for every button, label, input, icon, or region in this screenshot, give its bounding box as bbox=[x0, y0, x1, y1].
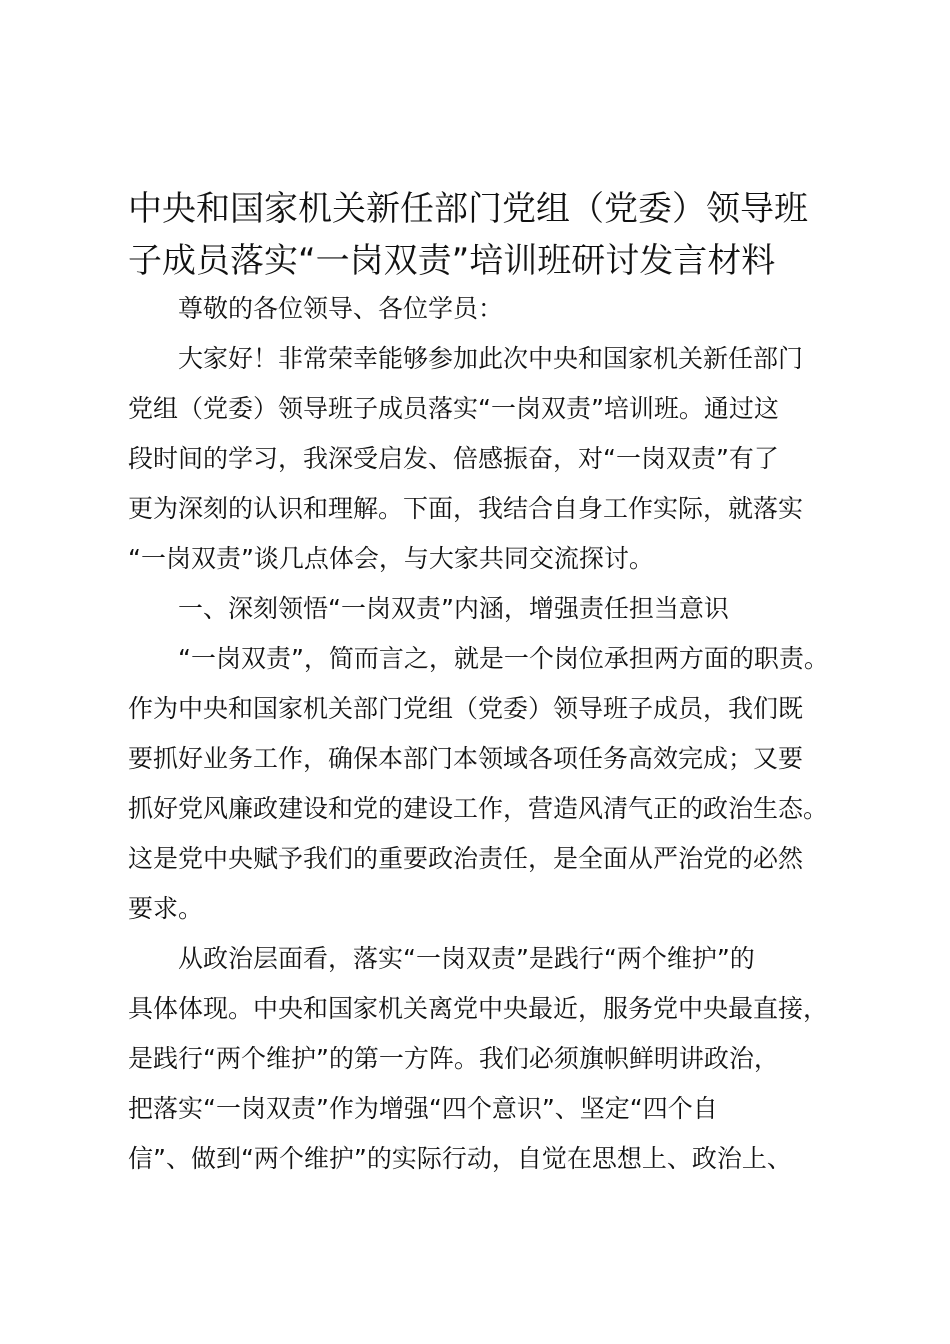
text-line: 段时间的学习，我深受启发、倍感振奋，对“一岗双责”有了 bbox=[128, 444, 779, 473]
text-line: 党组（党委）领导班子成员落实“一岗双责”培训班。通过这 bbox=[128, 394, 779, 423]
text-line: 一、深刻领悟“一岗双责”内涵，增强责任担当意识 bbox=[178, 594, 729, 623]
body-paragraph bbox=[128, 634, 848, 934]
title-line-1: 中央和国家机关新任部门党组（党委）领导班 bbox=[128, 189, 808, 229]
title-line-2: 子成员落实“一岗双责”培训班研讨发言材料 bbox=[128, 241, 776, 281]
document-body bbox=[128, 284, 848, 1184]
text-line: 作为中央和国家机关部门党组（党委）领导班子成员，我们既 bbox=[128, 694, 804, 723]
text-line: 把落实“一岗双责”作为增强“四个意识”、坚定“四个自 bbox=[128, 1094, 718, 1123]
salutation-paragraph bbox=[128, 284, 848, 334]
text-line: “一岗双责”谈几点体会，与大家共同交流探讨。 bbox=[128, 544, 654, 573]
text-line: 要求。 bbox=[128, 894, 204, 923]
text-line: 是践行“两个维护”的第一方阵。我们必须旗帜鲜明讲政治， bbox=[128, 1044, 779, 1073]
text-line: 大家好！非常荣幸能够参加此次中央和国家机关新任部门 bbox=[178, 344, 804, 373]
document-title bbox=[128, 183, 838, 287]
text-line: 具体体现。中央和国家机关离党中央最近，服务党中央最直接， bbox=[128, 994, 829, 1023]
text-line: 更为深刻的认识和理解。下面，我结合自身工作实际，就落实 bbox=[128, 494, 804, 523]
text-line: 抓好党风廉政建设和党的建设工作，营造风清气正的政治生态。 bbox=[128, 794, 829, 823]
text-line: “一岗双责”，简而言之，就是一个岗位承担两方面的职责。 bbox=[178, 644, 829, 673]
text-line: 要抓好业务工作，确保本部门本领域各项任务高效完成；又要 bbox=[128, 744, 804, 773]
text-line: 这是党中央赋予我们的重要政治责任，是全面从严治党的必然 bbox=[128, 844, 804, 873]
text-line: 从政治层面看，落实“一岗双责”是践行“两个维护”的 bbox=[178, 944, 755, 973]
greeting-paragraph bbox=[128, 334, 848, 584]
section-heading bbox=[128, 584, 848, 634]
text-line: 信”、做到“两个维护”的实际行动，自觉在思想上、政治上、 bbox=[128, 1144, 792, 1173]
text-line: 尊敬的各位领导、各位学员： bbox=[178, 294, 504, 323]
body-paragraph bbox=[128, 934, 848, 1184]
